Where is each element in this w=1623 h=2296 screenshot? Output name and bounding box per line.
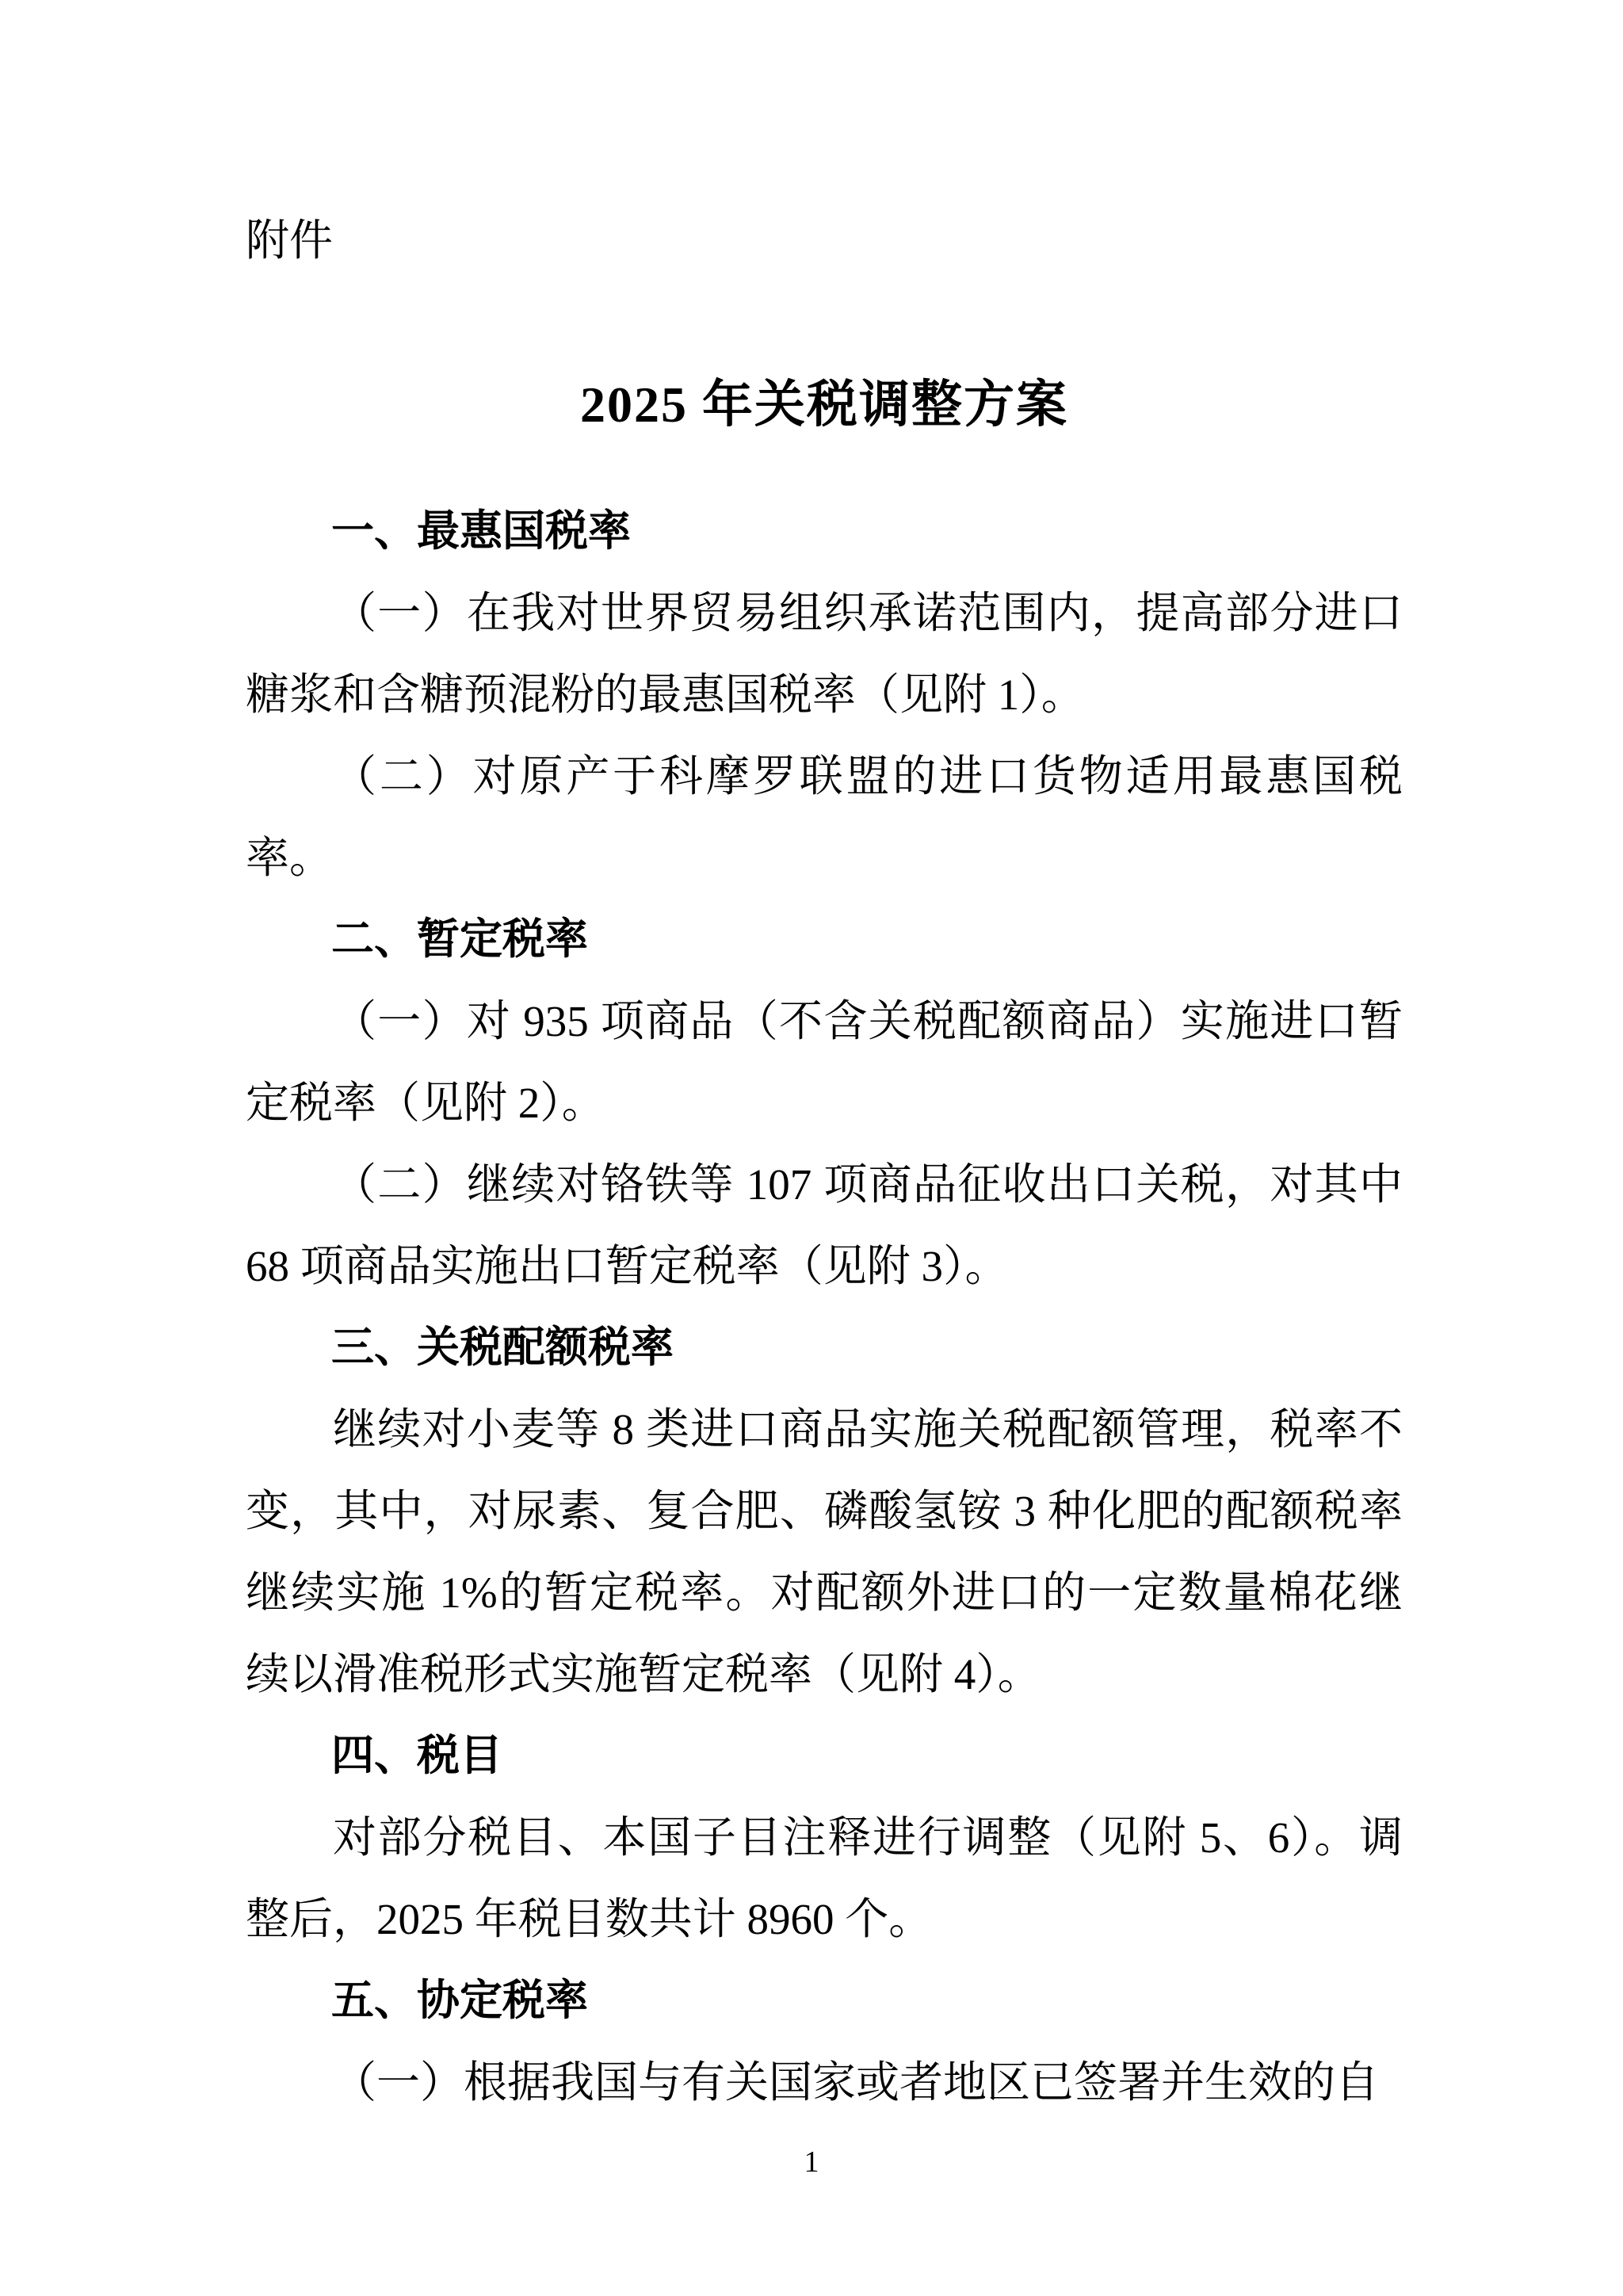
document-title: 2025 年关税调整方案 (580, 376, 1068, 433)
paragraph: （二）对原产于科摩罗联盟的进口货物适用最惠国税率。 (246, 752, 1403, 882)
section-heading: 二、暂定税率 (331, 915, 588, 963)
document-section-4 (246, 1715, 1403, 1960)
document-body (246, 491, 1403, 2123)
page-number: 1 (804, 2145, 819, 2179)
document-section-1 (246, 491, 1403, 899)
document-section-3 (246, 1307, 1403, 1715)
section-heading: 四、税目 (331, 1732, 502, 1779)
paragraph: 对部分税目、本国子目注释进行调整（见附 5、6）。调整后，2025 年税目数共计 8960 个。 (246, 1813, 1403, 1943)
attachment-label: 附件 (246, 216, 334, 265)
section-heading: 五、协定税率 (331, 1977, 588, 2024)
paragraph: （一）在我对世界贸易组织承诺范围内，提高部分进口糖浆和含糖预混粉的最惠国税率（见附 1）。 (246, 589, 1403, 719)
section-heading: 一、最惠国税率 (331, 507, 631, 555)
paragraph: （二）继续对铬铁等 107 项商品征收出口关税，对其中 68 项商品实施出口暂定税率（见附 3）。 (246, 1160, 1403, 1290)
paragraph: 继续对小麦等 8 类进口商品实施关税配额管理，税率不变，其中，对尿素、复合肥、磷酸氢铵 3 种化肥的配额税率继续实施 1%的暂定税率。对配额外进口的一定数量棉花继续以滑准税形式实施暂定税率（见附 4）。 (246, 1405, 1403, 1698)
document-section-2 (246, 899, 1403, 1307)
document-section-5 (246, 1960, 1403, 2123)
paragraph: （一）根据我国与有关国家或者地区已签署并生效的自 (333, 2058, 1380, 2107)
paragraph: （一）对 935 项商品（不含关税配额商品）实施进口暂定税率（见附 2）。 (246, 997, 1403, 1127)
section-heading: 三、关税配额税率 (331, 1324, 674, 1371)
